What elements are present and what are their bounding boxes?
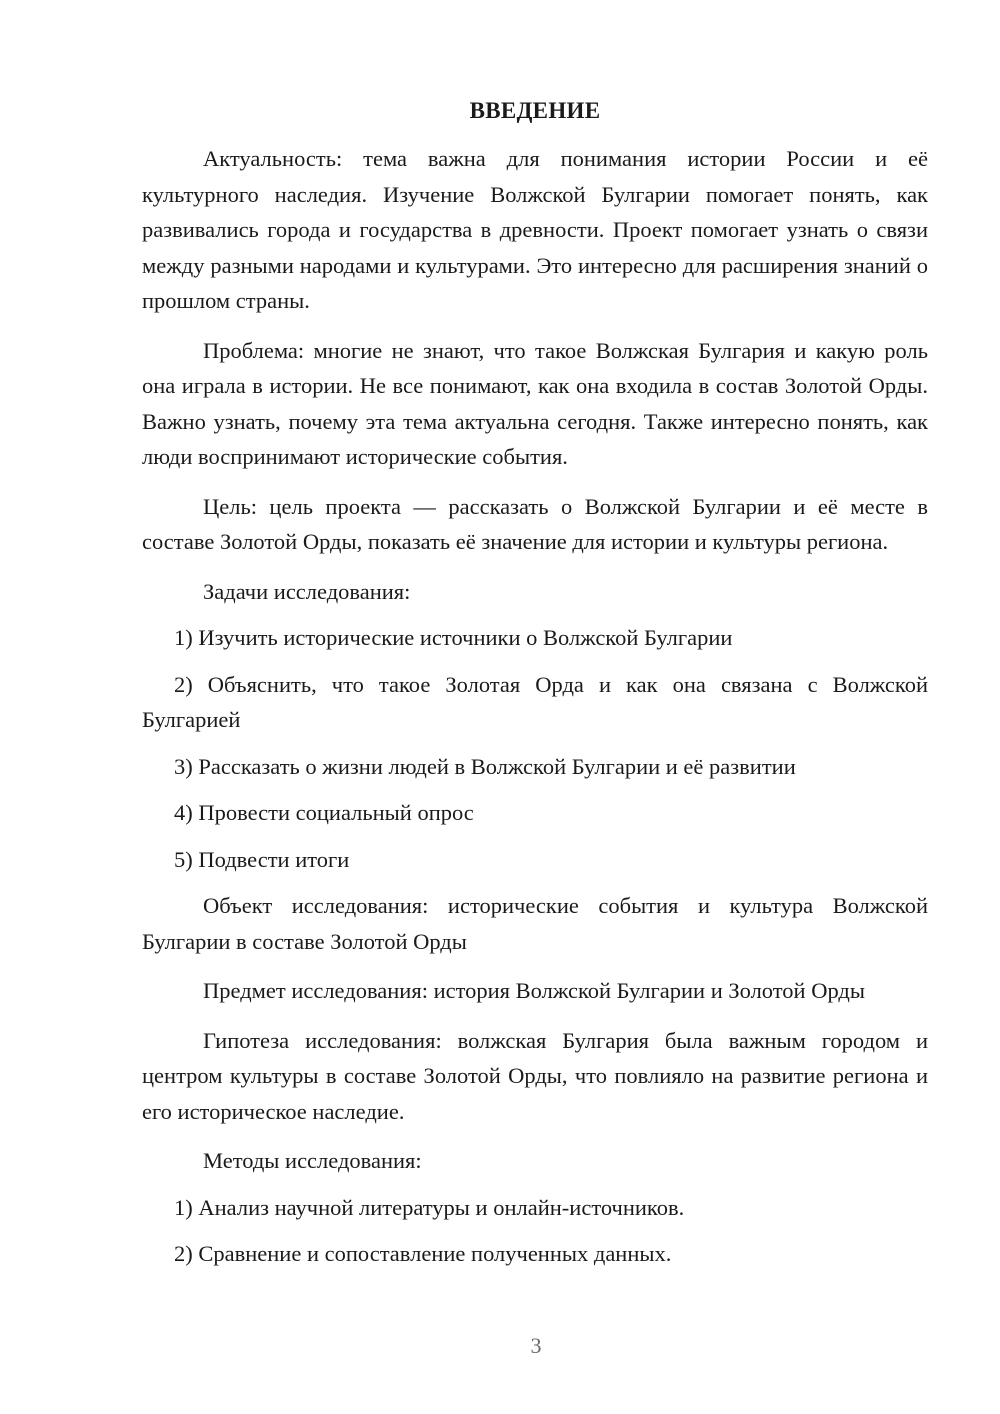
task-item: 4) Провести социальный опрос	[174, 800, 474, 825]
method-item: 2) Сравнение и сопоставление полученных данных.	[174, 1241, 672, 1266]
goal-paragraph: Цель: цель проекта — рассказать о Волжской Булгарии и её месте в составе Золотой Орды, показать её значение для истории и культуры региона.	[142, 493, 928, 554]
subject-paragraph: Предмет исследования: история Волжской Булгарии и Золотой Орды	[203, 978, 865, 1003]
tasks-heading: Задачи исследования:	[203, 578, 411, 604]
hypothesis-paragraph: Гипотеза исследования: волжская Булгария была важным городом и центром культуры в составе Золотой Орды, что повлияло на развитие региона и его историческое наследие.	[142, 1027, 928, 1124]
task-item: 1) Изучить исторические источники о Волжской Булгарии	[174, 625, 733, 650]
problem-paragraph: Проблема: многие не знают, что такое Волжская Булгария и какую роль она играла в истории. Не все понимают, как она входила в состав Золотой Орды. Важно узнать, почему эта тема актуальна сегодня. Также интересно понять, как люди воспринимают исторические события.	[142, 337, 928, 469]
page-number: 3	[530, 1333, 542, 1358]
task-item: 3) Рассказать о жизни людей в Волжской Булгарии и её развитии	[174, 753, 796, 779]
object-paragraph: Объект исследования: исторические события и культура Волжской Булгарии в составе Золотой Орды	[142, 893, 928, 954]
method-item: 1) Анализ научной литературы и онлайн-источников.	[174, 1194, 685, 1220]
task-item: 2) Объяснить, что такое Золотая Орда и как она связана с Волжской Булгарией	[142, 671, 928, 732]
document-page	[142, 93, 928, 1283]
section-title: ВВЕДЕНИЕ	[469, 98, 601, 123]
task-item: 5) Подвести итоги	[174, 846, 350, 872]
methods-heading: Методы исследования:	[203, 1148, 422, 1173]
relevance-paragraph: Актуальность: тема важна для понимания истории России и её культурного наследия. Изучение Волжской Булгарии помогает понять, как развивались города и государства в древности. Проект помогает узнать о связи между разными народами и культурами. Это интересно для расширения знаний о прошлом страны.	[142, 146, 928, 313]
